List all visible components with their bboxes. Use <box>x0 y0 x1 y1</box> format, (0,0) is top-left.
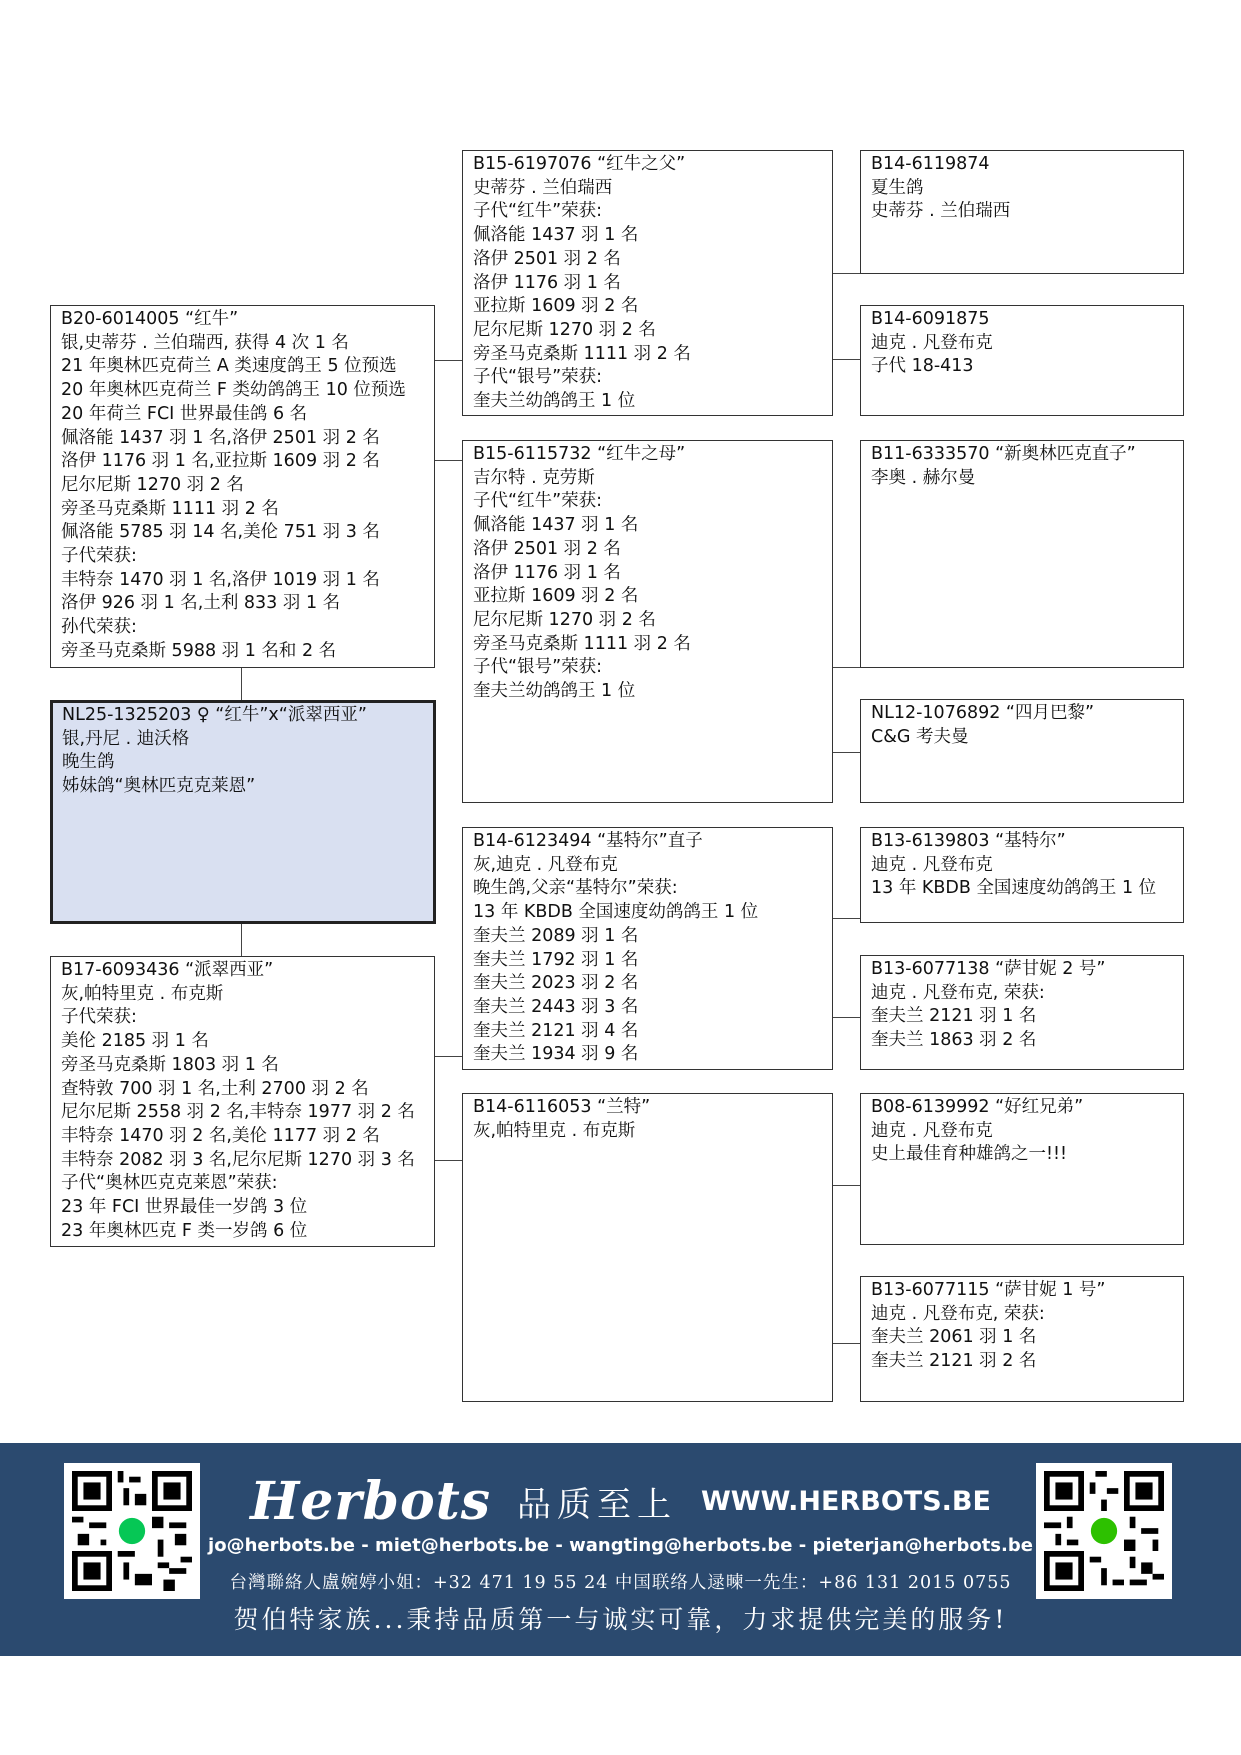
qr-code-right-graphic <box>1044 1471 1164 1591</box>
pigeon-info-line: 洛伊 1176 羽 1 名 <box>473 272 621 293</box>
pigeon-info-line: 奎夫兰 2061 羽 1 名 <box>871 1327 1037 1348</box>
pigeon-info-line: 旁圣马克桑斯 1111 羽 2 名 <box>473 633 691 654</box>
contact-phones: 台灣聯絡人盧婉婷小姐：+32 471 19 55 24 中国联络人逯暕一先生：+86 131 2015 0755 <box>229 1573 1012 1593</box>
pigeon-ring-line: B13-6077115 “萨甘妮 1 号” <box>871 1280 1106 1300</box>
pigeon-ring-line: B11-6333570 “新奥林匹克直子” <box>871 444 1136 464</box>
pigeon-info-line: 奎夫兰 2443 羽 3 名 <box>473 996 639 1017</box>
pigeon-info-line: 子代“银号”荣获: <box>473 367 603 388</box>
pigeon-info-line: 尼尔尼斯 1270 羽 2 名 <box>61 474 244 495</box>
pigeon-info-line: 子代“奥林匹克克莱恩”荣获: <box>61 1173 278 1194</box>
pigeon-ring-line: B14-6116053 “兰特” <box>473 1097 651 1117</box>
pigeon-ring-line: B13-6077138 “萨甘妮 2 号” <box>871 959 1106 979</box>
great-grandparent-box-2 <box>860 305 1184 416</box>
pigeon-info-line: 佩洛能 1437 羽 1 名 <box>473 225 639 246</box>
sire-dam-box <box>462 440 833 803</box>
great-grandparent-box-6 <box>860 955 1184 1070</box>
pigeon-info-line: 奎夫兰 1792 羽 1 名 <box>473 949 639 970</box>
pigeon-ring-line: B14-6123494 “基特尔”直子 <box>473 831 703 851</box>
subject-box <box>50 700 436 924</box>
pigeon-info-line: 奎夫兰 1934 羽 9 名 <box>473 1044 639 1065</box>
slogan: 品质至上 <box>517 1485 678 1525</box>
pigeon-info-line: 洛伊 926 羽 1 名,土利 833 羽 1 名 <box>61 593 341 614</box>
connector-g5 <box>832 918 860 919</box>
pigeon-info-line: 迪克 . 凡登布克, 荣获: <box>871 982 1045 1003</box>
pigeon-info-line: 史蒂芬 . 兰伯瑞西 <box>871 201 1011 222</box>
pigeon-info-line: 姊妹鸽“奥林匹克克莱恩” <box>62 776 256 797</box>
pigeon-info-line: 洛伊 2501 羽 2 名 <box>473 248 621 269</box>
connector-sire <box>434 360 462 361</box>
pigeon-info-line: 旁圣马克桑斯 5988 羽 1 名和 2 名 <box>61 640 337 661</box>
sire-box <box>50 305 435 668</box>
connector-g7 <box>832 1185 860 1186</box>
connector-sire-dam <box>434 460 462 461</box>
pigeon-info-line: 21 年奥林匹克荷兰 A 类速度鸽王 5 位预选 <box>61 356 397 377</box>
pigeon-info-line: 李奥 . 赫尔曼 <box>871 467 976 488</box>
connector-g8 <box>832 1343 860 1344</box>
connector-g6 <box>832 1017 860 1018</box>
pigeon-info-line: 奎夫兰幼鸽鸽王 1 位 <box>473 391 636 412</box>
pigeon-info-line: 尼尔尼斯 2558 羽 2 名,丰特奈 1977 羽 2 名 <box>61 1102 415 1123</box>
pigeon-info-line: 奎夫兰 2023 羽 2 名 <box>473 973 639 994</box>
pigeon-info-line: 子代荣获: <box>61 546 137 567</box>
pigeon-info-line: 旁圣马克桑斯 1803 羽 1 名 <box>61 1054 279 1075</box>
pigeon-info-line: 迪克 . 凡登布克 <box>871 332 993 353</box>
pigeon-info-line: 23 年 FCI 世界最佳一岁鸽 3 位 <box>61 1197 308 1218</box>
pigeon-info-line: 美伦 2185 羽 1 名 <box>61 1031 209 1052</box>
connector-dam <box>434 1160 462 1161</box>
pigeon-info-line: 佩洛能 1437 羽 1 名 <box>473 515 639 536</box>
dam-sire-box <box>462 827 833 1070</box>
pigeon-ring-line: B17-6093436 “派翠西亚” <box>61 960 274 980</box>
pigeon-info-line: 子代“银号”荣获: <box>473 657 603 678</box>
pigeon-ring-line: B14-6119874 <box>871 154 990 174</box>
dam-box <box>50 956 435 1247</box>
wechat-icon <box>1091 1518 1117 1544</box>
pigeon-info-line: 亚拉斯 1609 羽 2 名 <box>473 296 639 317</box>
pigeon-info-line: 奎夫兰 2089 羽 1 名 <box>473 925 639 946</box>
pigeon-info-line: 奎夫兰幼鸽鸽王 1 位 <box>473 681 636 702</box>
pigeon-info-line: 奎夫兰 2121 羽 1 名 <box>871 1006 1037 1027</box>
connector-dam-sire <box>434 1056 462 1057</box>
pigeon-info-line: 银,史蒂芬 . 兰伯瑞西, 获得 4 次 1 名 <box>61 332 349 353</box>
connector-g3 <box>832 667 860 668</box>
pigeon-info-line: 夏生鸽 <box>871 177 924 198</box>
pigeon-info-line: 孙代荣获: <box>61 617 137 638</box>
pigeon-info-line: 灰,帕特里克 . 布克斯 <box>61 983 224 1004</box>
pigeon-info-line: 奎夫兰 2121 羽 4 名 <box>473 1020 639 1041</box>
connector-sire-subject <box>241 667 242 700</box>
pigeon-info-line: 子代荣获: <box>61 1007 137 1028</box>
website-link[interactable]: WWW.HERBOTS.BE <box>701 1486 991 1517</box>
pigeon-info-line: 迪克 . 凡登布克 <box>871 854 993 875</box>
pigeon-info-line: 查特敦 700 羽 1 名,土利 2700 羽 2 名 <box>61 1078 369 1099</box>
pigeon-info-line: 洛伊 1176 羽 1 名,亚拉斯 1609 羽 2 名 <box>61 451 380 472</box>
pigeon-info-line: 灰,迪克 . 凡登布克 <box>473 854 618 875</box>
pigeon-info-line: 银,丹尼 . 迪沃格 <box>62 728 190 749</box>
great-grandparent-box-3 <box>860 440 1184 668</box>
pigeon-info-line: 佩洛能 1437 羽 1 名,洛伊 2501 羽 2 名 <box>61 427 380 448</box>
pigeon-info-line: 迪克 . 凡登布克 <box>871 1120 993 1141</box>
pigeon-info-line: 丰特奈 2082 羽 3 名,尼尔尼斯 1270 羽 3 名 <box>61 1149 415 1170</box>
pigeon-info-line: 子代 18-413 <box>871 356 974 377</box>
pigeon-info-line: 丰特奈 1470 羽 1 名,洛伊 1019 羽 1 名 <box>61 569 380 590</box>
pigeon-info-line: 20 年荷兰 FCI 世界最佳鸽 6 名 <box>61 403 308 424</box>
great-grandparent-box-7 <box>860 1093 1184 1245</box>
pigeon-ring-line: B14-6091875 <box>871 309 990 329</box>
pigeon-info-line: 旁圣马克桑斯 1111 羽 2 名 <box>61 498 279 519</box>
pigeon-info-line: 尼尔尼斯 1270 羽 2 名 <box>473 319 656 340</box>
footer-banner <box>0 1443 1241 1656</box>
pigeon-ring-line: B15-6197076 “红牛之父” <box>473 154 686 174</box>
pigeon-info-line: 子代“红牛”荣获: <box>473 491 603 512</box>
dam-dam-box <box>462 1093 833 1402</box>
pigeon-info-line: 灰,帕特里克 . 布克斯 <box>473 1120 636 1141</box>
qr-code-right <box>1036 1463 1172 1599</box>
pigeon-ring-line: B15-6115732 “红牛之母” <box>473 444 686 464</box>
pigeon-info-line: 尼尔尼斯 1270 羽 2 名 <box>473 609 656 630</box>
pigeon-info-line: 晚生鸽 <box>62 752 115 773</box>
pigeon-info-line: 13 年 KBDB 全国速度幼鸽鸽王 1 位 <box>871 878 1157 899</box>
pigeon-info-line: 丰特奈 1470 羽 2 名,美伦 1177 羽 2 名 <box>61 1125 380 1146</box>
pigeon-ring-line: B13-6139803 “基特尔” <box>871 831 1066 851</box>
great-grandparent-box-5 <box>860 827 1184 923</box>
great-grandparent-box-1 <box>860 150 1184 274</box>
connector-g4 <box>832 752 860 753</box>
sire-sire-box <box>462 150 833 416</box>
connector-subject-dam <box>241 923 242 956</box>
great-grandparent-box-8 <box>860 1276 1184 1402</box>
pigeon-ring-line: B08-6139992 “好红兄弟” <box>871 1097 1084 1117</box>
pigeon-ring-line: NL12-1076892 “四月巴黎” <box>871 703 1095 723</box>
pigeon-info-line: 旁圣马克桑斯 1111 羽 2 名 <box>473 343 691 364</box>
great-grandparent-box-4 <box>860 699 1184 803</box>
pigeon-info-line: 洛伊 2501 羽 2 名 <box>473 538 621 559</box>
pigeon-info-line: 13 年 KBDB 全国速度幼鸽鸽王 1 位 <box>473 902 759 923</box>
pigeon-ring-line: NL25-1325203 ♀ “红牛”x“派翠西亚” <box>62 705 367 725</box>
pigeon-info-line: 吉尔特 . 克劳斯 <box>473 467 595 488</box>
pigeon-info-line: 子代“红牛”荣获: <box>473 201 603 222</box>
contact-emails[interactable]: jo@herbots.be - miet@herbots.be - wangting@herbots.be - pieterjan@herbots.be <box>208 1535 1033 1556</box>
pigeon-info-line: 23 年奥林匹克 F 类一岁鸽 6 位 <box>61 1220 308 1241</box>
pigeon-info-line: 洛伊 1176 羽 1 名 <box>473 562 621 583</box>
pigeon-info-line: C&G 考夫曼 <box>871 726 969 747</box>
herbots-logo: Herbots <box>250 1471 492 1532</box>
pigeon-info-line: 佩洛能 5785 羽 14 名,美伦 751 羽 3 名 <box>61 522 380 543</box>
pigeon-info-line: 迪克 . 凡登布克, 荣获: <box>871 1303 1045 1324</box>
pigeon-info-line: 史蒂芬 . 兰伯瑞西 <box>473 177 613 198</box>
connector-g2 <box>832 359 860 360</box>
pigeon-info-line: 奎夫兰 2121 羽 2 名 <box>871 1351 1037 1372</box>
pigeon-ring-line: B20-6014005 “红牛” <box>61 309 239 329</box>
footer-tagline: 贺伯特家族...秉持品质第一与诚实可靠，力求提供完美的服务! <box>233 1605 1008 1634</box>
pigeon-info-line: 奎夫兰 1863 羽 2 名 <box>871 1030 1037 1051</box>
pigeon-info-line: 20 年奥林匹克荷兰 F 类幼鸽鸽王 10 位预选 <box>61 380 406 401</box>
pigeon-info-line: 史上最佳育种雄鸽之一!!! <box>871 1144 1068 1165</box>
pigeon-info-line: 晚生鸽,父亲“基特尔”荣获: <box>473 878 678 899</box>
pigeon-info-line: 亚拉斯 1609 羽 2 名 <box>473 586 639 607</box>
connector-g1 <box>832 273 860 274</box>
